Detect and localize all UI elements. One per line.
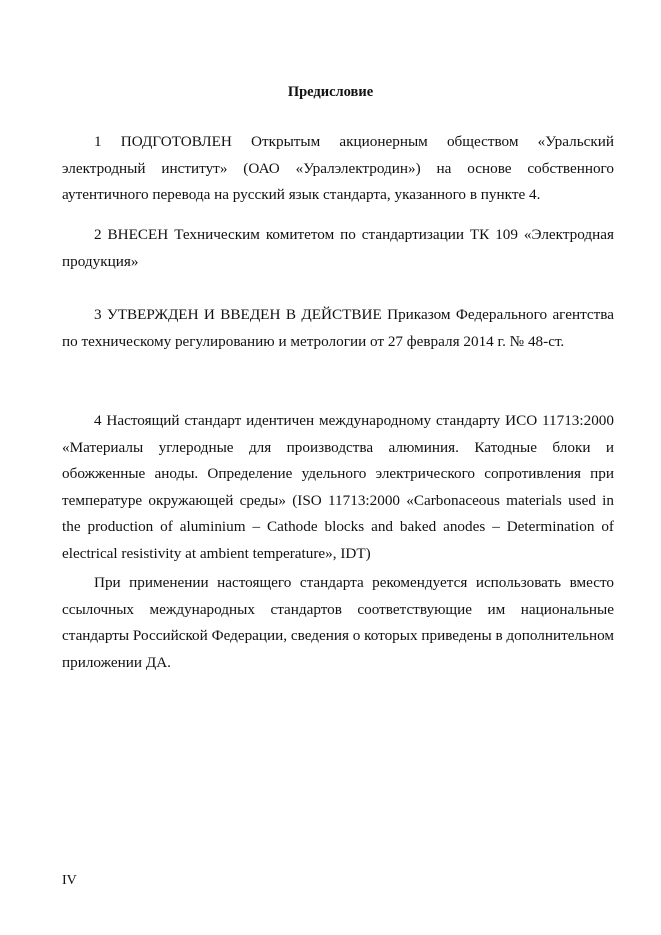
paragraph-identical-standard: 4 Настоящий стандарт идентичен международному стандарту ИСО 11713:2000 «Материалы углеродные для производства алюминия. Катодные блоки и обожженные аноды. Определение удельного электрического сопротивления при температуре окружающей среды» (ISO 11713:2000 «Carbonaceous materials used in the production of aluminium – Cathode blocks and baked anodes – Determination of electrical resistivity at ambient temperature», IDT) xyxy=(62,412,614,562)
paragraph-approved: 3 УТВЕРЖДЕН И ВВЕДЕН В ДЕЙСТВИЕ Приказом Федерального агентства по техническому регулированию и метрологии от 27 февраля 2014 г. № 48-ст. xyxy=(62,306,614,350)
paragraph-submitted-by: 2 ВНЕСЕН Техническим комитетом по стандартизации ТК 109 «Электродная продукция» xyxy=(62,226,614,270)
paragraph-application-note: При применении настоящего стандарта рекомендуется использовать вместо ссылочных международных стандартов соответствующие им национальные стандарты Российской Федерации, сведения о которых приведены в дополнительном приложении ДА. xyxy=(62,574,615,671)
page-title: Предисловие xyxy=(287,84,374,100)
paragraph-prepared-by: 1 ПОДГОТОВЛЕН Открытым акционерным обществом «Уральский электродный институт» (ОАО «Уралэлектродин») на основе собственного аутентичного перевода на русский язык стандарта, указанного в пункте 4. xyxy=(62,133,614,203)
page-number: IV xyxy=(62,873,77,888)
